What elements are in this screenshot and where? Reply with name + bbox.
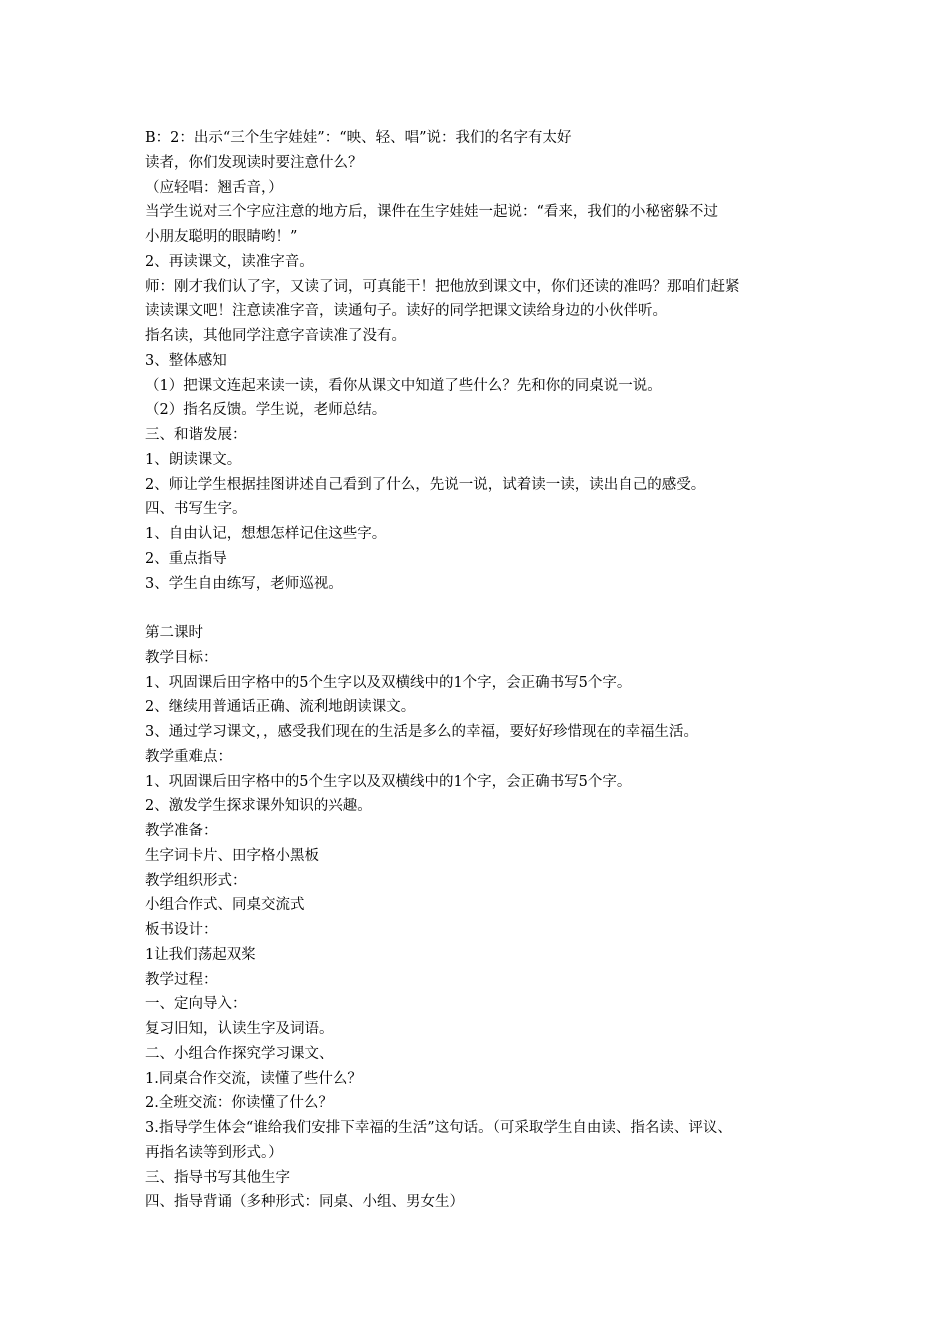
text-line: 指名读，其他同学注意字音读准了没有。 <box>145 328 406 344</box>
blank-line <box>145 596 825 621</box>
text-line: 3、学生自由练写，老师巡视。 <box>145 575 343 592</box>
text-line: 小组合作式、同桌交流式 <box>145 897 305 914</box>
text-line: 复习旧知，认读生字及词语。 <box>145 1021 334 1037</box>
text-line: （应轻唱：翘舌音，） <box>145 179 283 196</box>
text-line: 一、定向导入： <box>145 996 247 1013</box>
text-line: 3、整体感知 <box>145 352 227 369</box>
text-line: 再指名读等到形式。） <box>145 1144 283 1161</box>
section-heading: 第二课时 <box>145 625 203 641</box>
text-line: 二、小组合作探究学习课文、 <box>145 1045 334 1062</box>
text-line: 2、师让学生根据挂图讲述自己看到了什么，先说一说，试着读一读，读出自己的感受。 <box>145 476 706 493</box>
text-line: 教学过程： <box>145 971 218 988</box>
text-line: 当学生说对三个字应注意的地方后，课件在生字娃娃一起说：“看来，我们的小秘密躲不过 <box>145 204 718 221</box>
text-line: 四、指导背诵（多种形式：同桌、小组、男女生） <box>145 1194 464 1211</box>
text-line: 1、巩固课后田字格中的5个生字以及双横线中的1个字，会正确书写5个字。 <box>145 773 632 790</box>
text-line: 三、和谐发展： <box>145 427 247 443</box>
text-line: 1、朗读课文。 <box>145 451 242 468</box>
text-line: 读者，你们发现读时要注意什么？ <box>145 154 363 171</box>
text-line: 三、指导书写其他生字 <box>145 1169 290 1186</box>
text-line: 3.指导学生体会“谁给我们安排下幸福的生活”这句话。（可采取学生自由读、指名读、评议、 <box>145 1120 732 1136</box>
text-line: 1.同桌合作交流，读懂了些什么？ <box>145 1070 362 1087</box>
text-line: 2、再读课文，读准字音。 <box>145 253 314 270</box>
text-line: 小朋友聪明的眼睛哟！” <box>145 229 298 245</box>
text-line: 2、重点指导 <box>145 550 227 567</box>
text-line: 2、继续用普通话正确、流利地朗读课文。 <box>145 699 416 716</box>
text-line: 四、书写生字。 <box>145 501 247 518</box>
document-body <box>145 126 825 1215</box>
text-line: 1、巩固课后田字格中的5个生字以及双横线中的1个字，会正确书写5个字。 <box>145 674 632 691</box>
text-line: 教学组织形式： <box>145 872 247 889</box>
text-line: 读读课文吧！注意读准字音，读通句子。读好的同学把课文读给身边的小伙伴听。 <box>145 303 667 320</box>
text-line: 3、通过学习课文，，感受我们现在的生活是多么的幸福，要好好珍惜现在的幸福生活。 <box>145 724 698 740</box>
text-line: 板书设计： <box>145 922 218 938</box>
text-line: 2.全班交流：你读懂了什么？ <box>145 1095 333 1112</box>
text-line: 教学准备： <box>145 823 218 839</box>
text-line: 1让我们荡起双桨 <box>145 946 256 963</box>
text-line: （2）指名反馈。学生说，老师总结。 <box>145 402 387 419</box>
text-line: 教学重难点： <box>145 748 232 765</box>
text-line: 生字词卡片、田字格小黑板 <box>145 847 319 864</box>
text-line: B：2：出示“三个生字娃娃”：“映、轻、唱”说：我们的名字有太好 <box>145 130 572 146</box>
text-line: 师：刚才我们认了字，又读了词，可真能干！把他放到课文中，你们还读的准吗？那咱们赶紧 <box>145 278 740 295</box>
text-line: 教学目标： <box>145 649 218 666</box>
text-line: 1、自由认记，想想怎样记住这些字。 <box>145 526 387 542</box>
text-line: 2、激发学生探求课外知识的兴趣。 <box>145 798 372 815</box>
text-line: （1）把课文连起来读一读，看你从课文中知道了些什么？先和你的同桌说一说。 <box>145 377 662 394</box>
